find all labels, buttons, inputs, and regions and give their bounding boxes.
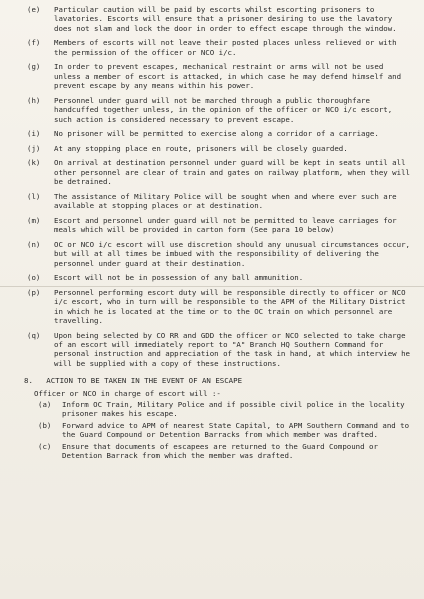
paragraph-label: (k) (27, 158, 41, 168)
section-item-label: (a) (38, 400, 52, 410)
section-item-text: Ensure that documents of escapees are returned to the Guard Compound or Detention Barrack from which the member was drafted. (62, 441, 378, 461)
paragraph-label: (g) (27, 62, 41, 72)
paragraph-label: (f) (27, 38, 41, 48)
paragraph (24, 239, 415, 268)
section-item-text: Forward advice to APM of nearest State Capital, to APM Southern Command and to the Guard Compound or Detention Barracks from which member was drafted. (62, 420, 410, 440)
section-item-label: (c) (38, 441, 52, 451)
paragraph-text: No prisoner will be permitted to exercise along a corridor of a carriage. (54, 129, 379, 139)
paragraph-text: The assistance of Military Police will be sought when and where ever such are available at stopping places or at destination. (54, 191, 402, 211)
paragraph-label: (j) (27, 143, 41, 153)
paragraph-label: (n) (27, 239, 41, 249)
paragraph (24, 62, 410, 90)
paragraph-text: Personnel under guard will not be marched through a public thoroughfare handcuffed together unless, in the opinion of the officer or NCO i/c escort, such action is considered necessary to prevent escape. (54, 95, 397, 124)
paragraph-text: OC or NCO i/c escort will use discretion should any unusual circumstances occur, but will at all times be imbued with the responsibility of delivering the personnel under guard at their destination. (54, 239, 415, 268)
paragraph-text: Escort will not be in possession of any ball ammunition. (54, 273, 304, 283)
paragraph-text: In order to prevent escapes, mechanical restraint or arms will not be used unless a member of escort is attacked, in which case he may defend himself and prevent escape by any means within his power. (54, 62, 406, 91)
section-intro: Officer or NCO in charge of escort will :- (34, 388, 221, 398)
paragraph (24, 330, 415, 369)
paragraph (24, 288, 410, 326)
paragraph-label: (i) (27, 129, 41, 139)
section-item-text: Inform OC Train, Military Police and if possible civil police in the locality prisoner makes his escape. (62, 400, 405, 419)
paragraph-label: (p) (27, 287, 41, 297)
section-item (24, 442, 410, 461)
paragraph-list (24, 5, 415, 368)
paragraph-text: Escort and personnel under guard will not be permitted to leave carriages for meals which will be provided in carton form (See para 10 below) (54, 215, 402, 235)
section-item (24, 421, 410, 440)
paragraph-label: (l) (27, 191, 41, 201)
section-item-list (24, 400, 410, 460)
paragraph-text: On arrival at destination personnel under guard will be kept in seats until all other personnel are clear of train and gates on railway platform, when they will be detrained. (54, 158, 415, 187)
paragraph-text: Personnel performing escort duty will be responsible directly to officer or NCO i/c escort, who in turn will be responsible to the APM of the Military District in which he is located at the time or to the OC train on which personnel are travelling. (54, 287, 410, 326)
paragraph (24, 38, 410, 57)
paragraph-label: (q) (27, 330, 41, 340)
paragraph (24, 129, 410, 138)
paragraph-label: (h) (27, 95, 41, 105)
paragraph (24, 96, 410, 124)
paragraph (24, 5, 410, 33)
paragraph-label: (m) (27, 215, 41, 225)
paragraph-label: (o) (27, 273, 41, 283)
paragraph-text: Upon being selected by CO RR and GDD the officer or NCO selected to take charge of an escort will immediately report to "A" Branch HQ Southern Command for personal instruction and appreciation of the task in hand, at which interview he will be supplied with a copy of these instructions. (54, 330, 415, 368)
paragraph-label: (e) (27, 5, 41, 14)
section-heading: 8. ACTION TO BE TAKEN IN THE EVENT OF AN ESCAPE (24, 376, 243, 386)
section-item (24, 400, 410, 419)
paragraph (24, 216, 410, 235)
paragraph-text: Members of escorts will not leave their posted places unless relieved or with the permission of the officer or NCO i/c. (54, 38, 402, 57)
paragraph-text: At any stopping place en route, prisoners will be closely guarded. (54, 143, 348, 153)
paragraph (24, 144, 410, 153)
paragraph (24, 192, 410, 211)
section-item-label: (b) (38, 420, 52, 430)
paragraph (24, 273, 410, 282)
paragraph-text: Particular caution will be paid by escorts whilst escorting prisoners to lavatories. Escorts will ensure that a prisoner desiring to use the lavatory does not slam and lock the door in order to effect escape through the window. (54, 5, 397, 33)
paragraph (24, 158, 415, 187)
